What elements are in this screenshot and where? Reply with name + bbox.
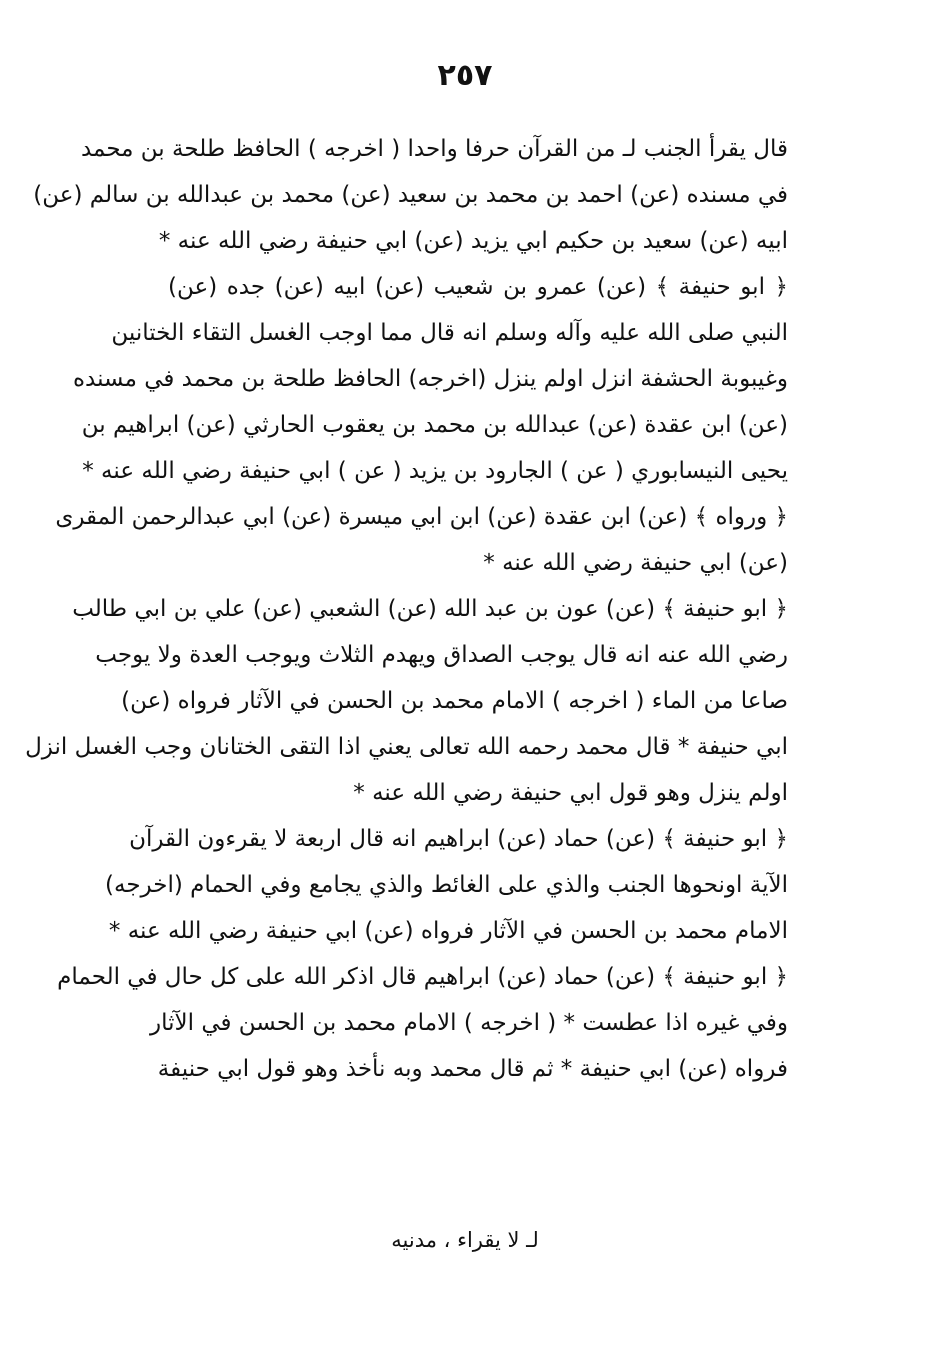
text-line-content: اولم ينزل وهو قول ابي حنيفة رضي الله عنه *: [353, 779, 788, 806]
text-line-content: ﴿ ابو حنيفة ﴾ (عن) عون بن عبد الله (عن) الشعبي (عن) علي بن ابي طالب: [72, 595, 788, 622]
text-line: [129, 816, 788, 862]
text-line: [33, 172, 788, 218]
text-line-content: وفي غيره اذا عطست * ( اخرجه ) الامام محمد بن الحسن في الآثار: [149, 1009, 788, 1036]
page-number: ٢٥٧: [437, 58, 493, 93]
text-line: [105, 862, 788, 908]
text-line-content: فرواه (عن) ابي حنيفة * ثم قال محمد وبه نأخذ وهو قول ابي حنيفة: [157, 1055, 788, 1082]
text-line: [168, 264, 788, 310]
text-line-content: (عن) ابن عقدة (عن) عبدالله بن محمد بن يعقوب الحارثي (عن) ابراهيم بن: [81, 411, 788, 438]
text-line: [108, 908, 788, 954]
text-line-content: ابيه (عن) سعيد بن حكيم ابي يزيد (عن) ابي حنيفة رضي الله عنه *: [158, 227, 788, 254]
text-line-content: قال يقرأ الجنب لـ من القرآن حرفا واحدا ( اخرجه ) الحافظ طلحة بن محمد: [80, 135, 788, 162]
text-line: [82, 448, 788, 494]
text-line-content: ابي حنيفة * قال محمد رحمه الله تعالى يعني اذا التقى الختانان وجب الغسل انزل: [25, 733, 788, 760]
text-line-content: في مسنده (عن) احمد بن محمد بن سعيد (عن) محمد بن عبدالله بن سالم (عن): [33, 181, 788, 208]
text-line: [121, 678, 788, 724]
text-line: [111, 310, 788, 356]
text-line-content: يحيى النيسابوري ( عن ) الجارود بن يزيد ( عن ) ابي حنيفة رضي الله عنه *: [82, 457, 788, 484]
text-line-content: النبي صلى الله عليه وآله وسلم انه قال مما اوجب الغسل التقاء الختانين: [111, 319, 788, 346]
text-line-content: الامام محمد بن الحسن في الآثار فرواه (عن) ابي حنيفة رضي الله عنه *: [108, 917, 788, 944]
text-line: [168, 540, 788, 586]
text-line: [57, 954, 788, 1000]
text-line: [72, 586, 788, 632]
text-line: [25, 724, 788, 770]
text-line: [55, 494, 788, 540]
body-text: [25, 126, 788, 1092]
text-line-content: ﴿ ورواه ﴾ (عن) ابن عقدة (عن) ابن ابي ميسرة (عن) ابي عبدالرحمن المقرى: [55, 503, 788, 530]
text-line: [72, 356, 788, 402]
text-line-content: الآية اونحوها الجنب والذي على الغائط والذي يجامع وفي الحمام (اخرجه): [105, 871, 788, 898]
text-line-content: (عن) ابي حنيفة رضي الله عنه *: [483, 549, 788, 576]
text-line: [168, 770, 788, 816]
text-line: [157, 1046, 788, 1092]
text-line-content: ﴿ ابو حنيفة ﴾ (عن) حماد (عن) ابراهيم قال اذكر الله على كل حال في الحمام: [57, 963, 788, 990]
text-line-content: ﴿ ابو حنيفة ﴾ (عن) حماد (عن) ابراهيم انه قال اربعة لا يقرءون القرآن: [129, 825, 788, 852]
footnote: لـ لا يقراء ، مدنيه: [391, 1228, 539, 1252]
text-line: [81, 402, 788, 448]
text-line-content: وغيبوبة الحشفة انزل اولم ينزل (اخرجه) الحافظ طلحة بن محمد في مسنده: [72, 365, 788, 392]
text-line: [149, 1000, 788, 1046]
text-line: [80, 126, 788, 172]
text-line: [95, 632, 788, 678]
text-line-content: صاعا من الماء ( اخرجه ) الامام محمد بن الحسن في الآثار فرواه (عن): [121, 687, 788, 714]
text-line: [158, 218, 788, 264]
text-line-content: رضي الله عنه انه قال يوجب الصداق ويهدم الثلاث ويوجب العدة ولا يوجب: [95, 641, 788, 668]
text-line-content: ﴿ ابو حنيفة ﴾ (عن) عمرو بن شعيب (عن) ابيه (عن) جده (عن): [168, 273, 788, 300]
